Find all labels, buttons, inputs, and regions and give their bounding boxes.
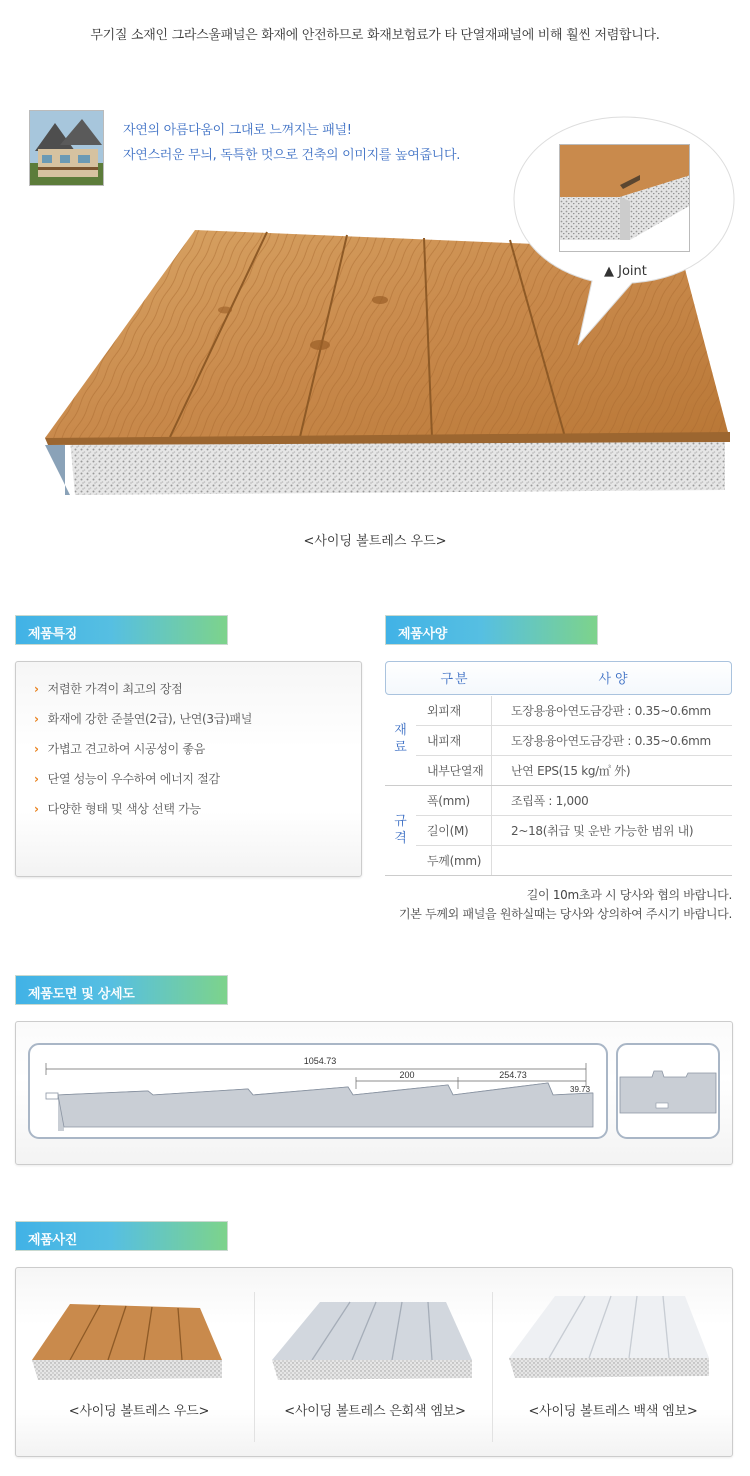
photo-caption: <사이딩 볼트레스 백색 엠보> xyxy=(528,1404,698,1419)
chevron-right-icon: › xyxy=(34,682,39,696)
photo-caption: <사이딩 볼트레스 우드> xyxy=(68,1404,210,1419)
drawing-header: 제품도면 및 상세도 xyxy=(15,975,228,1005)
spec-note: 길이 10m초과 시 당사와 협의 바랍니다. 기본 두께외 패널을 원하실때는 당사와 상의하여 주시기 바랍니다. xyxy=(398,888,732,921)
dim-c: 39.73 xyxy=(570,1085,591,1094)
feature-item: › 화재에 강한 준불연(2급), 난연(3급)패널 xyxy=(34,712,252,726)
hero-caption: <사이딩 볼트레스 우드> xyxy=(303,534,447,549)
chevron-right-icon: › xyxy=(34,742,39,756)
spec-row: 길이(M) 2~18(취급 및 운반 가능한 범위 내) xyxy=(416,816,732,846)
joint-detail-image xyxy=(559,144,690,252)
photo-divider xyxy=(254,1292,255,1442)
dim-a: 200 xyxy=(399,1070,415,1080)
spec-row: 외피재 도장용융아연도금강판 : 0.35~0.6mm xyxy=(416,696,732,726)
spec-row: 두께(mm) xyxy=(416,846,732,876)
joint-cross-section xyxy=(616,1043,720,1139)
chevron-right-icon: › xyxy=(34,802,39,816)
spec-table-bottom xyxy=(385,875,732,876)
hero-headline: 자연의 아름다움이 그대로 느껴지는 패널! xyxy=(123,123,352,138)
feature-item: › 다양한 형태 및 색상 선택 가능 xyxy=(34,802,201,816)
chevron-right-icon: › xyxy=(34,712,39,726)
photo-silver-panel xyxy=(268,1290,478,1385)
feature-item: › 단열 성능이 우수하여 에너지 절감 xyxy=(34,772,220,786)
spec-group-size: 규 격 xyxy=(394,814,407,846)
hero-subline: 자연스러운 무늬, 독특한 멋으로 건축의 이미지를 높여줍니다. xyxy=(123,148,461,163)
intro-text: 무기질 소재인 그라스울패널은 화재에 안전하므로 화재보험료가 타 단열재패널에 비해 훨씬 저렴합니다. xyxy=(90,28,660,43)
feature-item: › 저렴한 가격이 최고의 장점 xyxy=(34,682,183,696)
chevron-right-icon: › xyxy=(34,772,39,786)
panel-cross-section xyxy=(28,1043,608,1139)
spec-group-material: 재 료 xyxy=(394,723,407,755)
features-box xyxy=(15,661,362,877)
photos-header: 제품사진 xyxy=(15,1221,228,1251)
photo-wood-panel xyxy=(30,1290,230,1385)
features-list xyxy=(34,680,252,830)
features-header: 제품특징 xyxy=(15,615,228,645)
feature-item: › 가볍고 견고하여 시공성이 좋음 xyxy=(34,742,205,756)
joint-label: ▲ Joint xyxy=(604,264,647,279)
spec-col-category: 구분 xyxy=(440,672,470,687)
photo-caption: <사이딩 볼트레스 은회색 엠보> xyxy=(284,1404,466,1419)
spec-row: 내피재 도장용융아연도금강판 : 0.35~0.6mm xyxy=(416,726,732,756)
spec-row: 내부단열재 난연 EPS(15 kg/㎥ 外) xyxy=(416,756,732,786)
spec-header: 제품사양 xyxy=(385,615,598,645)
photo-white-panel xyxy=(505,1290,715,1385)
spec-col-spec: 사양 xyxy=(598,672,632,687)
house-photo xyxy=(29,110,104,186)
spec-row: 폭(mm) 조립폭 : 1,000 xyxy=(416,786,732,816)
dim-total: 1054.73 xyxy=(303,1056,337,1066)
dim-b: 254.73 xyxy=(499,1070,527,1080)
photo-divider xyxy=(492,1292,493,1442)
